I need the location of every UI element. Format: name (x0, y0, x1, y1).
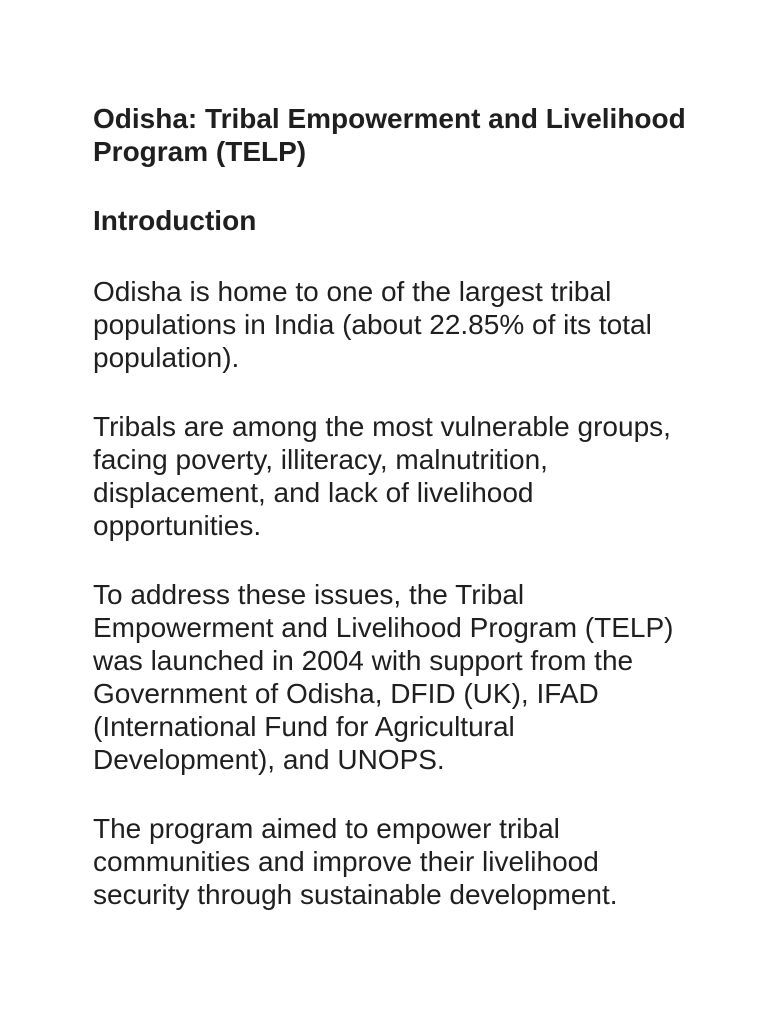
paragraph-3: To address these issues, the Tribal Empowerment and Livelihood Program (TELP) was launched in 2004 with support from the Government of Odisha, DFID (UK), IFAD (International Fund for Agricultural Development), and UNOPS. (93, 579, 674, 775)
paragraph-4: The program aimed to empower tribal communities and improve their livelihood security through sustainable development. (93, 813, 618, 910)
section-heading-introduction: Introduction (93, 205, 257, 236)
paragraph-1: Odisha is home to one of the largest tribal populations in India (about 22.85% of its total population). (93, 276, 652, 373)
document-page (93, 102, 693, 911)
paragraph-2: Tribals are among the most vulnerable groups, facing poverty, illiteracy, malnutrition, displacement, and lack of livelihood opportunities. (93, 411, 671, 541)
page-title: Odisha: Tribal Empowerment and Livelihood Program (TELP) (93, 103, 686, 167)
